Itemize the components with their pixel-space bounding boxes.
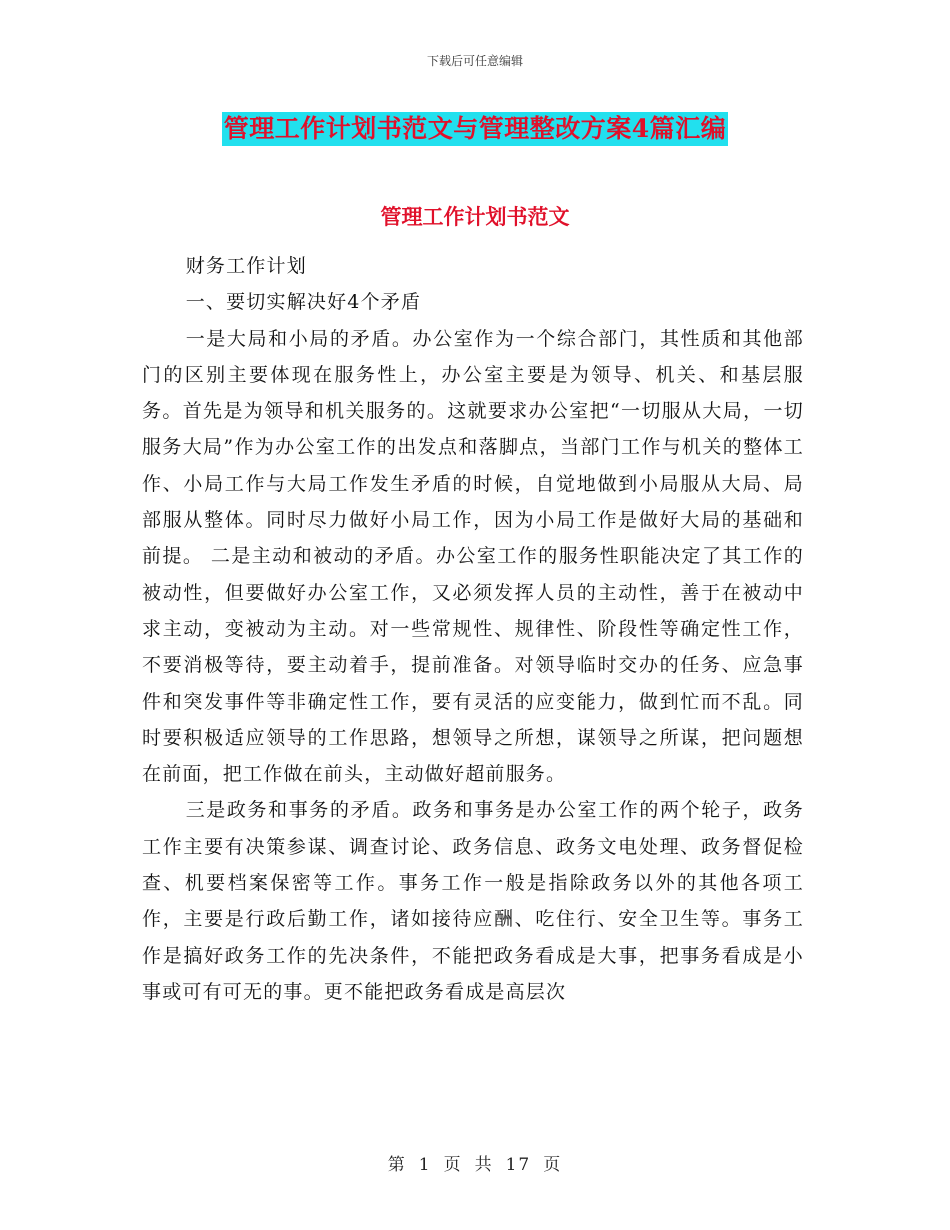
paragraph-body-1: 一是大局和小局的矛盾。办公室作为一个综合部门，其性质和其他部门的区别主要体现在服务性上，办公室主要是为领导、机关、和基层服务。首先是为领导和机关服务的。这就要求办公室把“一切服从大局，一切服务大局”作为办公室工作的出发点和落脚点，当部门工作与机关的整体工作、小局工作与大局工作发生矛盾的时候，自觉地做到小局服从大局、局部服从整体。同时尽力做好小局工作，因为小局工作是做好大局的基础和前提。 二是主动和被动的矛盾。办公室工作的服务性职能决定了其工作的被动性，但要做好办公室工作，又必须发挥人员的主动性，善于在被动中求主动，变被动为主动。对一些常规性、规律性、阶段性等确定性工作，不要消极等待，要主动着手，提前准备。对领导临时交办的任务、应急事件和突发事件等非确定性工作，要有灵活的应变能力，做到忙而不乱。同时要积极适应领导的工作思路，想领导之所想，谋领导之所谋，把问题想在前面，把工作做在前头，主动做好超前服务。 bbox=[142, 327, 804, 786]
paragraph-body-2: 三是政务和事务的矛盾。政务和事务是办公室工作的两个轮子，政务工作主要有决策参谋、调查讨论、政务信息、政务文电处理、政务督促检查、机要档案保密等工作。事务工作一般是指除政务以外的其他各项工作，主要是行政后勤工作，诸如接待应酬、吃住行、安全卫生等。事务工作是搞好政务工作的先决条件，不能把政务看成是大事，把事务看成是小事或可有可无的事。更不能把政务看成是高层次 bbox=[142, 799, 804, 1003]
footer-total-prefix: 共 bbox=[474, 1155, 494, 1175]
document-title: 管理工作计划书范文与管理整改方案4篇汇编 bbox=[222, 112, 728, 146]
paragraph-heading-contradictions: 一、要切实解决好4个矛盾 bbox=[185, 291, 422, 314]
document-title-wrap bbox=[0, 112, 950, 146]
header-note: 下载后可任意编辑 bbox=[426, 54, 523, 68]
current-page-number: 1 bbox=[418, 1155, 432, 1175]
page-footer bbox=[0, 1150, 950, 1175]
footer-prefix: 第 bbox=[387, 1155, 407, 1175]
footer-suffix: 页 bbox=[543, 1155, 563, 1175]
footer-page-label: 页 bbox=[443, 1155, 463, 1175]
section-title: 管理工作计划书范文 bbox=[380, 204, 570, 229]
paragraph-heading-finance-plan: 财务工作计划 bbox=[185, 255, 307, 277]
total-pages-number: 17 bbox=[505, 1155, 532, 1175]
body-text bbox=[142, 248, 804, 1010]
